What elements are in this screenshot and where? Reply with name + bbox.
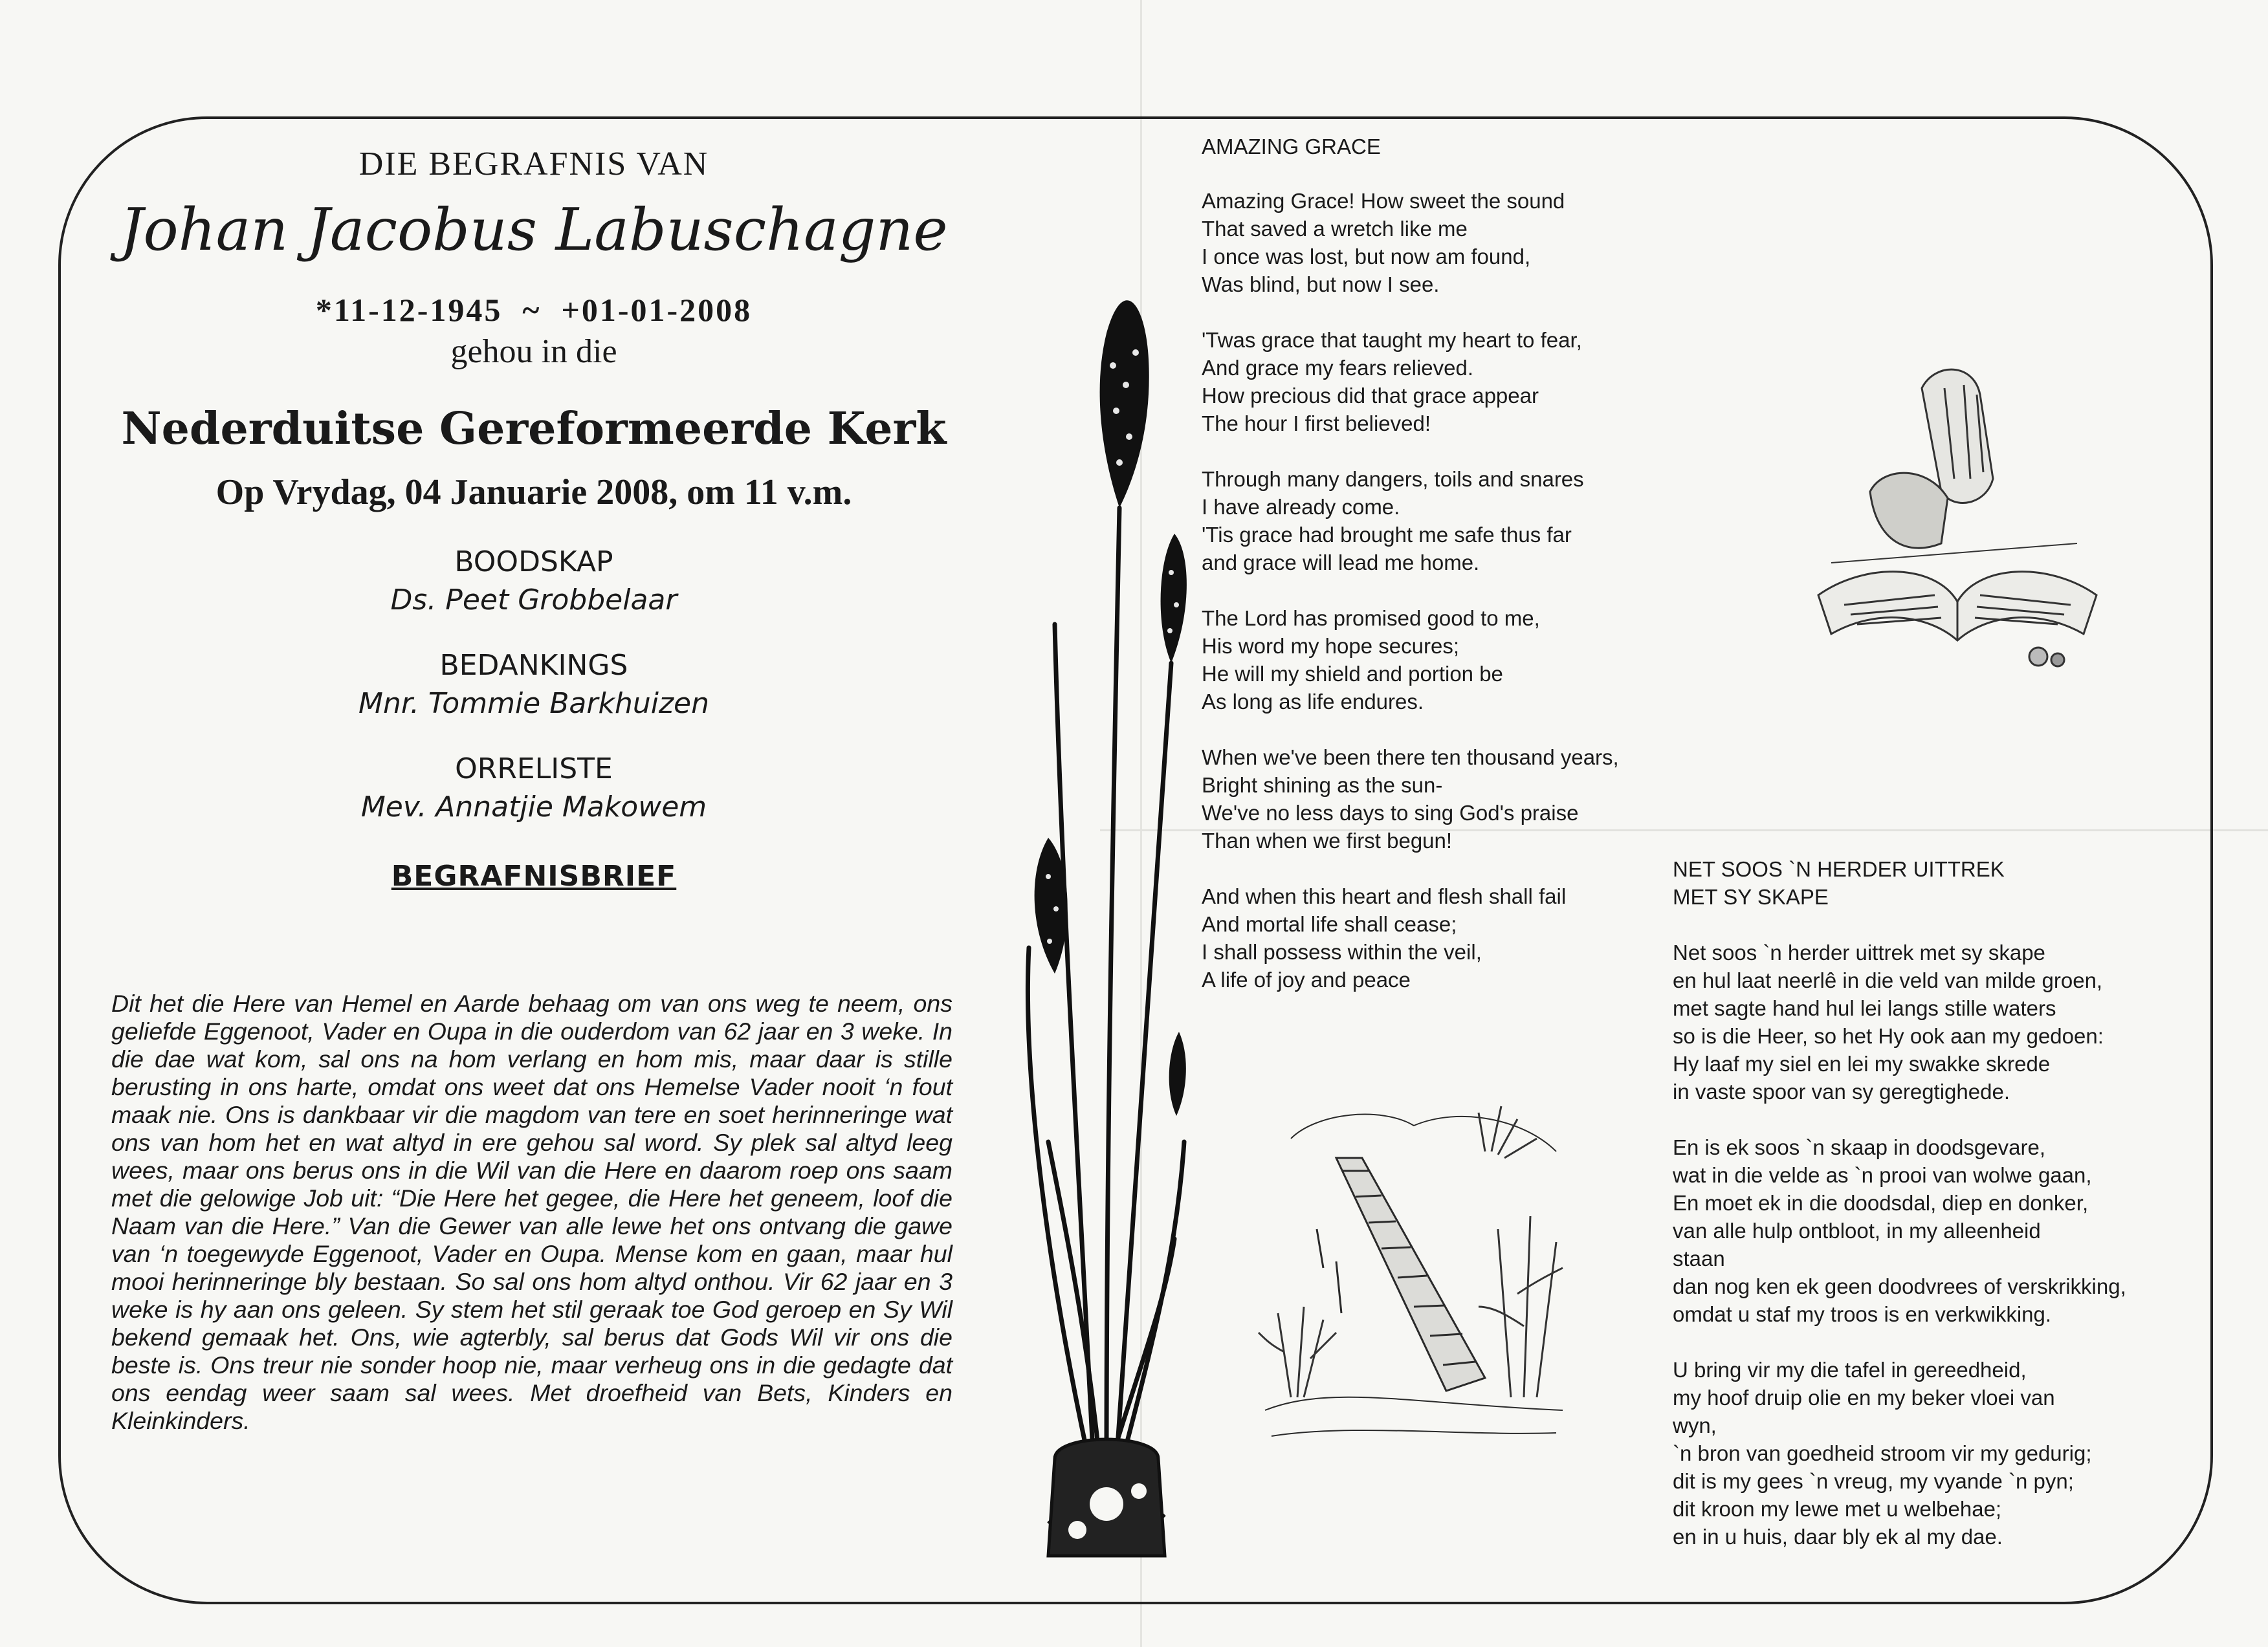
praying-hands-bible-illustration xyxy=(1805,349,2109,679)
stanza xyxy=(1673,939,2126,1106)
poem-line: And when this heart and flesh shall fail xyxy=(1202,884,1567,908)
poem-line: I have already come. xyxy=(1202,495,1400,519)
poem-line: The Lord has promised good to me, xyxy=(1202,606,1540,630)
poem-line: dit is my gees `n vreug, my vyande `n pyn; xyxy=(1673,1469,2074,1493)
poem-line: Was blind, but now I see. xyxy=(1202,272,1440,296)
poem-title-line: MET SY SKAPE xyxy=(1673,885,1829,909)
memorial-header xyxy=(110,136,958,893)
stanza xyxy=(1202,465,1619,576)
poem-line: en in u huis, daar bly ek al my dae. xyxy=(1673,1525,2003,1549)
poem-line: En moet ek in die doodsdal, diep en donker, xyxy=(1673,1191,2089,1215)
stanza xyxy=(1202,326,1619,437)
role-name-message: Ds. Peet Grobbelaar xyxy=(390,584,677,616)
held-in-label: gehou in die xyxy=(450,333,617,370)
poem-line: and grace will lead me home. xyxy=(1202,551,1480,574)
poem-line: my hoof druip olie en my beker vloei van xyxy=(1673,1386,2055,1410)
poem-line: As long as life endures. xyxy=(1202,690,1424,714)
funeral-letter-title: BEGRAFNISBRIEF xyxy=(391,860,677,893)
footbridge-landscape-illustration xyxy=(1252,1100,1576,1462)
poem-line: And mortal life shall cease; xyxy=(1202,912,1457,936)
poem-line: He will my shield and portion be xyxy=(1202,662,1503,686)
poem-line: met sagte hand hul lei langs stille waters xyxy=(1673,996,2056,1020)
poem-amazing-grace xyxy=(1202,135,1619,1021)
role-name-organist: Mev. Annatjie Makowem xyxy=(360,791,707,824)
poem-line: `n bron van goedheid stroom vir my gedurig; xyxy=(1673,1441,2092,1465)
poem-line: 'Twas grace that taught my heart to fear, xyxy=(1202,328,1582,352)
role-heading-organist: ORRELISTE xyxy=(455,752,613,785)
poem-line: in vaste spoor van sy geregtighede. xyxy=(1673,1080,2010,1104)
role-name-thanks: Mnr. Tommie Barkhuizen xyxy=(358,687,709,720)
funeral-of-label: DIE BEGRAFNIS VAN xyxy=(358,146,709,182)
stanza xyxy=(1202,882,1619,994)
poem-line: A life of joy and peace xyxy=(1202,968,1411,992)
life-dates: *11-12-1945 ~ +01-01-2008 xyxy=(315,292,753,328)
poem-line: And grace my fears relieved. xyxy=(1202,356,1474,380)
reed-plant-illustration xyxy=(1009,171,1191,1562)
church-name: Nederduitse Gereformeerde Kerk xyxy=(121,403,947,455)
poem-line: wat in die velde as `n prooi van wolwe gaan, xyxy=(1673,1163,2092,1187)
poem-line: We've no less days to sing God's praise xyxy=(1202,801,1579,825)
poem-line: His word my hope secures; xyxy=(1202,634,1459,658)
poem-line: Net soos `n herder uittrek met sy skape xyxy=(1673,941,2045,965)
poem-title-line: NET SOOS `N HERDER UITTREK xyxy=(1673,857,2005,881)
poem-line: En is ek soos `n skaap in doodsgevare, xyxy=(1673,1135,2046,1159)
deceased-name: Johan Jacobus Labuschagne xyxy=(120,196,948,264)
role-heading-thanks: BEDANKINGS xyxy=(439,649,628,682)
stanza xyxy=(1673,1133,2126,1328)
poem-line: staan xyxy=(1673,1247,1725,1271)
poem-line: I once was lost, but now am found, xyxy=(1202,245,1531,268)
poem-line: Through many dangers, toils and snares xyxy=(1202,467,1584,491)
poem-line: wyn, xyxy=(1673,1413,1717,1437)
poem-line: dan nog ken ek geen doodvrees of verskrikking, xyxy=(1673,1274,2126,1298)
service-time: Op Vrydag, 04 Januarie 2008, om 11 v.m. xyxy=(215,472,852,512)
stanza xyxy=(1202,187,1619,298)
stanza xyxy=(1202,743,1619,855)
stanza xyxy=(1673,1356,2126,1551)
poem-line: When we've been there ten thousand years, xyxy=(1202,745,1619,769)
poem-line: I shall possess within the veil, xyxy=(1202,940,1482,964)
poem-line: Amazing Grace! How sweet the sound xyxy=(1202,189,1565,213)
poem-line: How precious did that grace appear xyxy=(1202,384,1539,408)
poem-line: van alle hulp ontbloot, in my alleenheid xyxy=(1673,1219,2041,1243)
stanza xyxy=(1202,604,1619,715)
poem-line: omdat u staf my troos is en verkwikking. xyxy=(1673,1302,2052,1326)
poem-line: Bright shining as the sun- xyxy=(1202,773,1443,797)
poem-line: The hour I first believed! xyxy=(1202,411,1431,435)
poem-line: Hy laaf my siel en lei my swakke skrede xyxy=(1673,1052,2051,1076)
poem-line: dit kroon my lewe met u welbehae; xyxy=(1673,1497,2002,1521)
poem-line: U bring vir my die tafel in gereedheid, xyxy=(1673,1358,2027,1382)
poem-line: en hul laat neerlê in die veld van milde groen, xyxy=(1673,968,2103,992)
role-heading-message: BOODSKAP xyxy=(454,545,613,578)
poem-line: That saved a wretch like me xyxy=(1202,217,1468,241)
poem-line: Than when we first begun! xyxy=(1202,829,1453,853)
poem-title-amazing-grace: AMAZING GRACE xyxy=(1202,135,1381,158)
funeral-letter-body: Dit het die Here van Hemel en Aarde behaag om van ons weg te neem, ons geliefde Eggenoot, Vader en Oupa in die ouderdom van 62 jaar en 3 weke. In die dae wat kom, sal ons na hom verlang en hom mis, maar daar is stille berusting in ons harte, omdat ons weet dat ons Hemelse Vader nooit ‘n fout maak nie. Ons is dankbaar vir die magdom van tere en soet herinneringe wat ons van hom het en wat altyd in ere gehou sal word. Sy plek sal altyd leeg wees, maar ons berus ons in die Wil van die Here en daarom roep ons saam met die gelowige Job uit: “Die Here het gegee, die Here het geneem, loof die Naam van die Here.” Van die Gewer van alle lewe het ons ontvang die gawe van ‘n toegewyde Eggenoot, Vader en Oupa. Mense kom en gaan, maar hul mooi herinneringe bly bestaan. So sal ons hom altyd onthou. Vir 62 jaar en 3 weke is hy aan ons geleen. Sy stem het stil geraak toe God geroep en Sy Wil bekend gemaak het. Ons, wie agterbly, sal berus dat Gods Wil vir ons die beste is. Ons treur nie sonder hoop nie, maar verheug ons in die gedagte dat ons eendag weer saam sal wees. Met droefheid van Bets, Kinders en Kleinkinders. xyxy=(111,990,952,1434)
poem-net-soos-n-herder xyxy=(1673,855,2126,1578)
poem-line: so is die Heer, so het Hy ook aan my gedoen: xyxy=(1673,1024,2104,1048)
poem-line: 'Tis grace had brought me safe thus far xyxy=(1202,523,1572,547)
